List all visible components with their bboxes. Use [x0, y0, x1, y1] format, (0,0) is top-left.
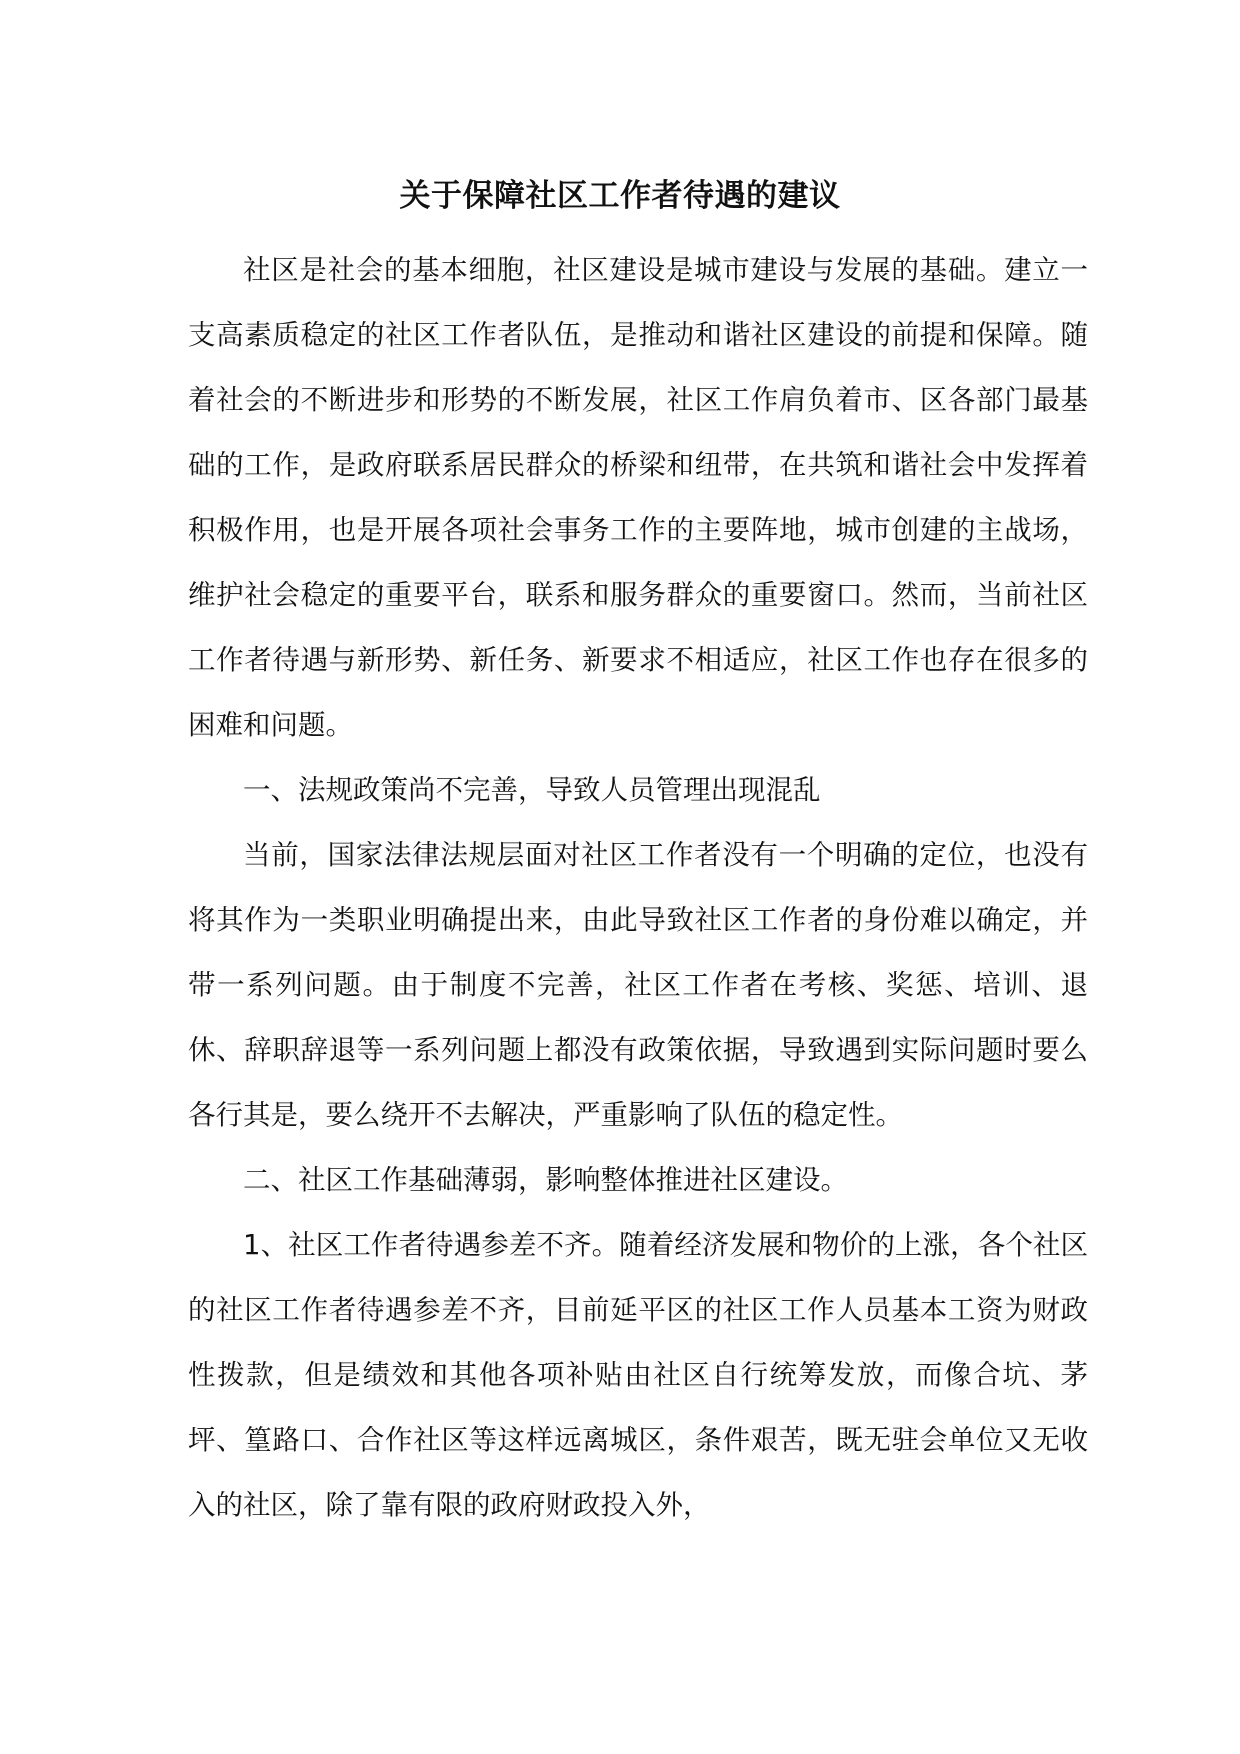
document-title: 关于保障社区工作者待遇的建议: [399, 178, 841, 214]
paragraph-intro: 社区是社会的基本细胞，社区建设是城市建设与发展的基础。建立一支高素质稳定的社区工作者队伍，是推动和谐社区建设的前提和保障。随着社会的不断进步和形势的不断发展，社区工作肩负着市、区各部门最基础的工作，是政府联系居民群众的桥梁和纽带，在共筑和谐社会中发挥着积极作用，也是开展各项社会事务工作的主要阵地，城市创建的主战场，维护社会稳定的重要平台，联系和服务群众的重要窗口。然而，当前社区工作者待遇与新形势、新任务、新要求不相适应，社区工作也存在很多的困难和问题。: [188, 254, 1088, 741]
paragraph-section-1: 当前，国家法律法规层面对社区工作者没有一个明确的定位，也没有将其作为一类职业明确提出来，由此导致社区工作者的身份难以确定，并带一系列问题。由于制度不完善，社区工作者在考核、奖惩、培训、退休、辞职辞退等一系列问题上都没有政策依据，导致遇到实际问题时要么各行其是，要么绕开不去解决，严重影响了队伍的稳定性。: [188, 839, 1088, 1131]
section-heading-1: 一、法规政策尚不完善，导致人员管理出现混乱: [243, 774, 821, 806]
document-body: [188, 238, 1088, 1538]
paragraph-item-1: 1、社区工作者待遇参差不齐。随着经济发展和物价的上涨，各个社区的社区工作者待遇参差不齐，目前延平区的社区工作人员基本工资为财政性拨款，但是绩效和其他各项补贴由社区自行统筹发放，而像合坑、茅坪、篁路口、合作社区等这样远离城区，条件艰苦，既无驻会单位又无收入的社区，除了靠有限的政府财政投入外，: [188, 1229, 1088, 1521]
section-heading-2: 二、社区工作基础薄弱，影响整体推进社区建设。: [243, 1164, 848, 1196]
